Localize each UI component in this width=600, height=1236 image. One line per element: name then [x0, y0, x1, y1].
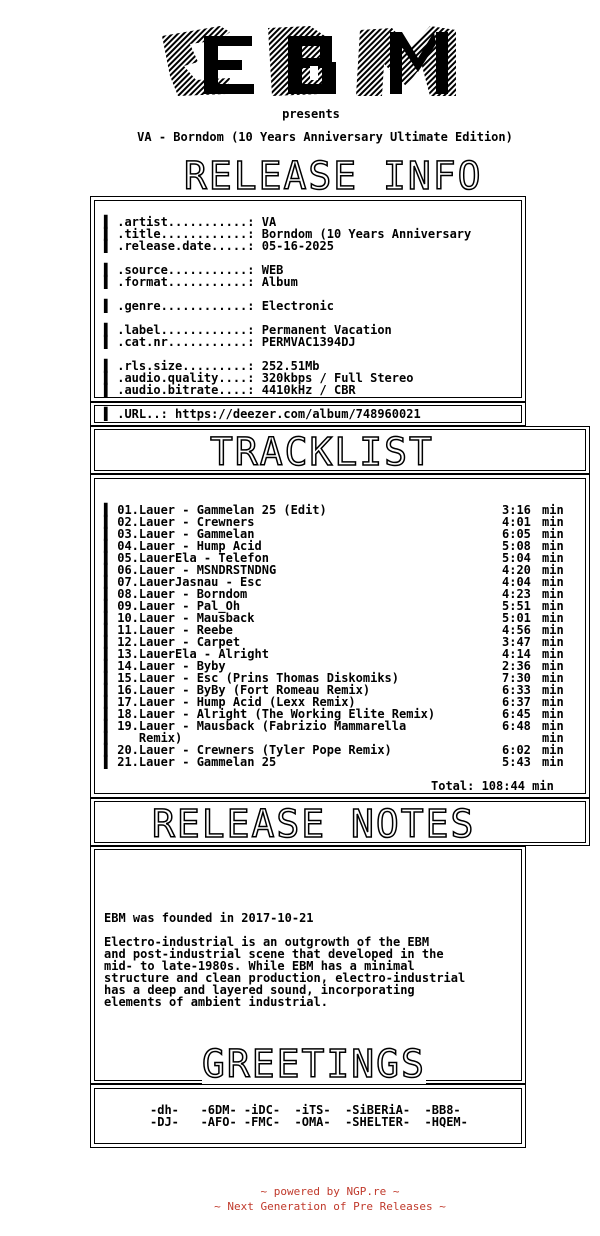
- track-duration: 5:04: [502, 551, 531, 565]
- track-duration: 4:14: [502, 647, 531, 661]
- total-duration: Total: 108:44 min: [431, 779, 554, 793]
- track-name: ▌ 15.Lauer - Esc (Prins Thomas Diskomiks): [104, 672, 399, 684]
- info-row: ▌ .audio.quality....: 320kbps / Full Stereo: [104, 372, 471, 384]
- track-row: [104, 756, 566, 768]
- track-duration: 5:43: [502, 755, 531, 769]
- track-unit: min: [542, 623, 564, 637]
- greetings-line: -DJ- -AFO- -FMC- -OMA- -SHELTER- -HQEM-: [150, 1115, 468, 1129]
- track-name: ▌ 02.Lauer - Crewners: [104, 516, 255, 528]
- info-row: ▌ .genre............: Electronic: [104, 300, 471, 312]
- url-link[interactable]: https://deezer.com/album/748960021: [175, 407, 421, 421]
- track-name: ▌ Remix): [104, 732, 182, 744]
- track-name: ▌ 19.Lauer - Mausback (Fabrizio Mammarella: [104, 720, 406, 732]
- track-duration: 6:37: [502, 695, 531, 709]
- notes-line: has a deep and layered sound, incorporating: [104, 983, 415, 997]
- greetings-line: -dh- -6DM- -iDC- -iTS- -SiBERiA- -BB8-: [150, 1103, 461, 1117]
- track-unit: min: [542, 731, 564, 745]
- track-unit: min: [542, 743, 564, 757]
- track-name: ▌ 08.Lauer - Borndom: [104, 588, 247, 600]
- url-key: .URL..:: [117, 407, 168, 421]
- track-unit: min: [542, 683, 564, 697]
- notes-line: and post-industrial scene that developed in the: [104, 947, 444, 961]
- track-unit: min: [542, 587, 564, 601]
- track-unit: min: [542, 527, 564, 541]
- track-name: ▌ 06.Lauer - MSNDRSTNDNG: [104, 564, 276, 576]
- info-row: ▌ .audio.bitrate....: 4410kHz / CBR: [104, 384, 471, 396]
- info-row: ▌ .cat.nr...........: PERMVAC1394DJ: [104, 336, 471, 348]
- track-unit: min: [542, 695, 564, 709]
- track-duration: 5:51: [502, 599, 531, 613]
- info-row: ▌ .title............: Borndom (10 Years Anniversary: [104, 228, 471, 240]
- track-duration: 3:16: [502, 503, 531, 517]
- info-row: ▌ .source...........: WEB: [104, 264, 471, 276]
- info-row: ▌ .release.date.....: 05-16-2025: [104, 240, 471, 252]
- notes-line: Electro-industrial is an outgrowth of the EBM: [104, 935, 430, 949]
- track-duration: 4:04: [502, 575, 531, 589]
- footer-tagline: ~ Next Generation of Pre Releases ~: [214, 1200, 446, 1213]
- info-row: ▌ .format...........: Album: [104, 276, 471, 288]
- track-name: ▌ 17.Lauer - Hump Acid (Lexx Remix): [104, 696, 356, 708]
- track-unit: min: [542, 551, 564, 565]
- track-name: ▌ 10.Lauer - Mausback: [104, 612, 255, 624]
- info-row: ▌ .artist...........: VA: [104, 216, 471, 228]
- release-info-heading: RELEASE INFO: [184, 154, 483, 198]
- release-notes-heading: RELEASE NOTES: [152, 802, 476, 846]
- track-name: ▌ 09.Lauer - Pal_Oh: [104, 600, 240, 612]
- greetings-list: [150, 1104, 468, 1128]
- presents-label: presents: [282, 107, 340, 121]
- track-duration: 4:56: [502, 623, 531, 637]
- tracklist: [104, 504, 566, 768]
- track-name: ▌ 18.Lauer - Alright (The Working Elite Remix): [104, 708, 435, 720]
- track-duration: 6:02: [502, 743, 531, 757]
- notes-line: EBM was founded in 2017-10-21: [104, 911, 314, 925]
- track-unit: min: [542, 755, 564, 769]
- track-unit: min: [542, 719, 564, 733]
- track-name: ▌ 05.LauerEla - Telefon: [104, 552, 269, 564]
- track-unit: min: [542, 707, 564, 721]
- track-name: ▌ 11.Lauer - Reebe: [104, 624, 233, 636]
- track-duration: 4:20: [502, 563, 531, 577]
- track-name: ▌ 04.Lauer - Hump Acid: [104, 540, 262, 552]
- track-duration: 5:08: [502, 539, 531, 553]
- release-notes-text: [104, 912, 465, 1008]
- track-unit: min: [542, 515, 564, 529]
- track-name: ▌ 14.Lauer - Byby: [104, 660, 226, 672]
- info-row: ▌ .rls.size.........: 252.51Mb: [104, 360, 471, 372]
- track-duration: 2:36: [502, 659, 531, 673]
- track-duration: 6:05: [502, 527, 531, 541]
- track-unit: min: [542, 635, 564, 649]
- track-unit: min: [542, 575, 564, 589]
- url-row: [104, 408, 421, 420]
- track-unit: min: [542, 611, 564, 625]
- track-duration: 4:23: [502, 587, 531, 601]
- notes-line: mid- to late-1980s. While EBM has a minimal: [104, 959, 415, 973]
- release-title: VA - Borndom (10 Years Anniversary Ultimate Edition): [137, 130, 513, 144]
- track-name: ▌ 16.Lauer - ByBy (Fort Romeau Remix): [104, 684, 370, 696]
- track-unit: min: [542, 659, 564, 673]
- greetings-heading: GREETINGS: [202, 1042, 426, 1086]
- track-duration: 3:47: [502, 635, 531, 649]
- track-duration: 6:33: [502, 683, 531, 697]
- footer-powered-by[interactable]: ~ powered by NGP.re ~: [260, 1185, 400, 1198]
- track-duration: 4:01: [502, 515, 531, 529]
- track-name: ▌ 01.Lauer - Gammelan 25 (Edit): [104, 504, 327, 516]
- info-row: ▌ .label............: Permanent Vacation: [104, 324, 471, 336]
- notes-line: elements of ambient industrial.: [104, 995, 328, 1009]
- track-unit: min: [542, 671, 564, 685]
- track-duration: 7:30: [502, 671, 531, 685]
- release-info-list: [104, 216, 471, 396]
- track-unit: min: [542, 539, 564, 553]
- track-unit: min: [542, 599, 564, 613]
- track-name: ▌ 13.LauerEla - Alright: [104, 648, 269, 660]
- track-name: ▌ 07.LauerJasnau - Esc: [104, 576, 262, 588]
- track-duration: 5:01: [502, 611, 531, 625]
- tracklist-heading: TRACKLIST: [210, 430, 434, 474]
- track-duration: 6:48: [502, 719, 531, 733]
- track-duration: 6:45: [502, 707, 531, 721]
- track-name: ▌ 21.Lauer - Gammelan 25: [104, 756, 276, 768]
- track-unit: min: [542, 647, 564, 661]
- ebm-logo: [160, 22, 460, 100]
- track-name: ▌ 12.Lauer - Carpet: [104, 636, 240, 648]
- track-name: ▌ 03.Lauer - Gammelan: [104, 528, 255, 540]
- notes-line: structure and clean production, electro-industrial: [104, 971, 466, 985]
- track-unit: min: [542, 563, 564, 577]
- track-unit: min: [542, 503, 564, 517]
- track-name: ▌ 20.Lauer - Crewners (Tyler Pope Remix): [104, 744, 392, 756]
